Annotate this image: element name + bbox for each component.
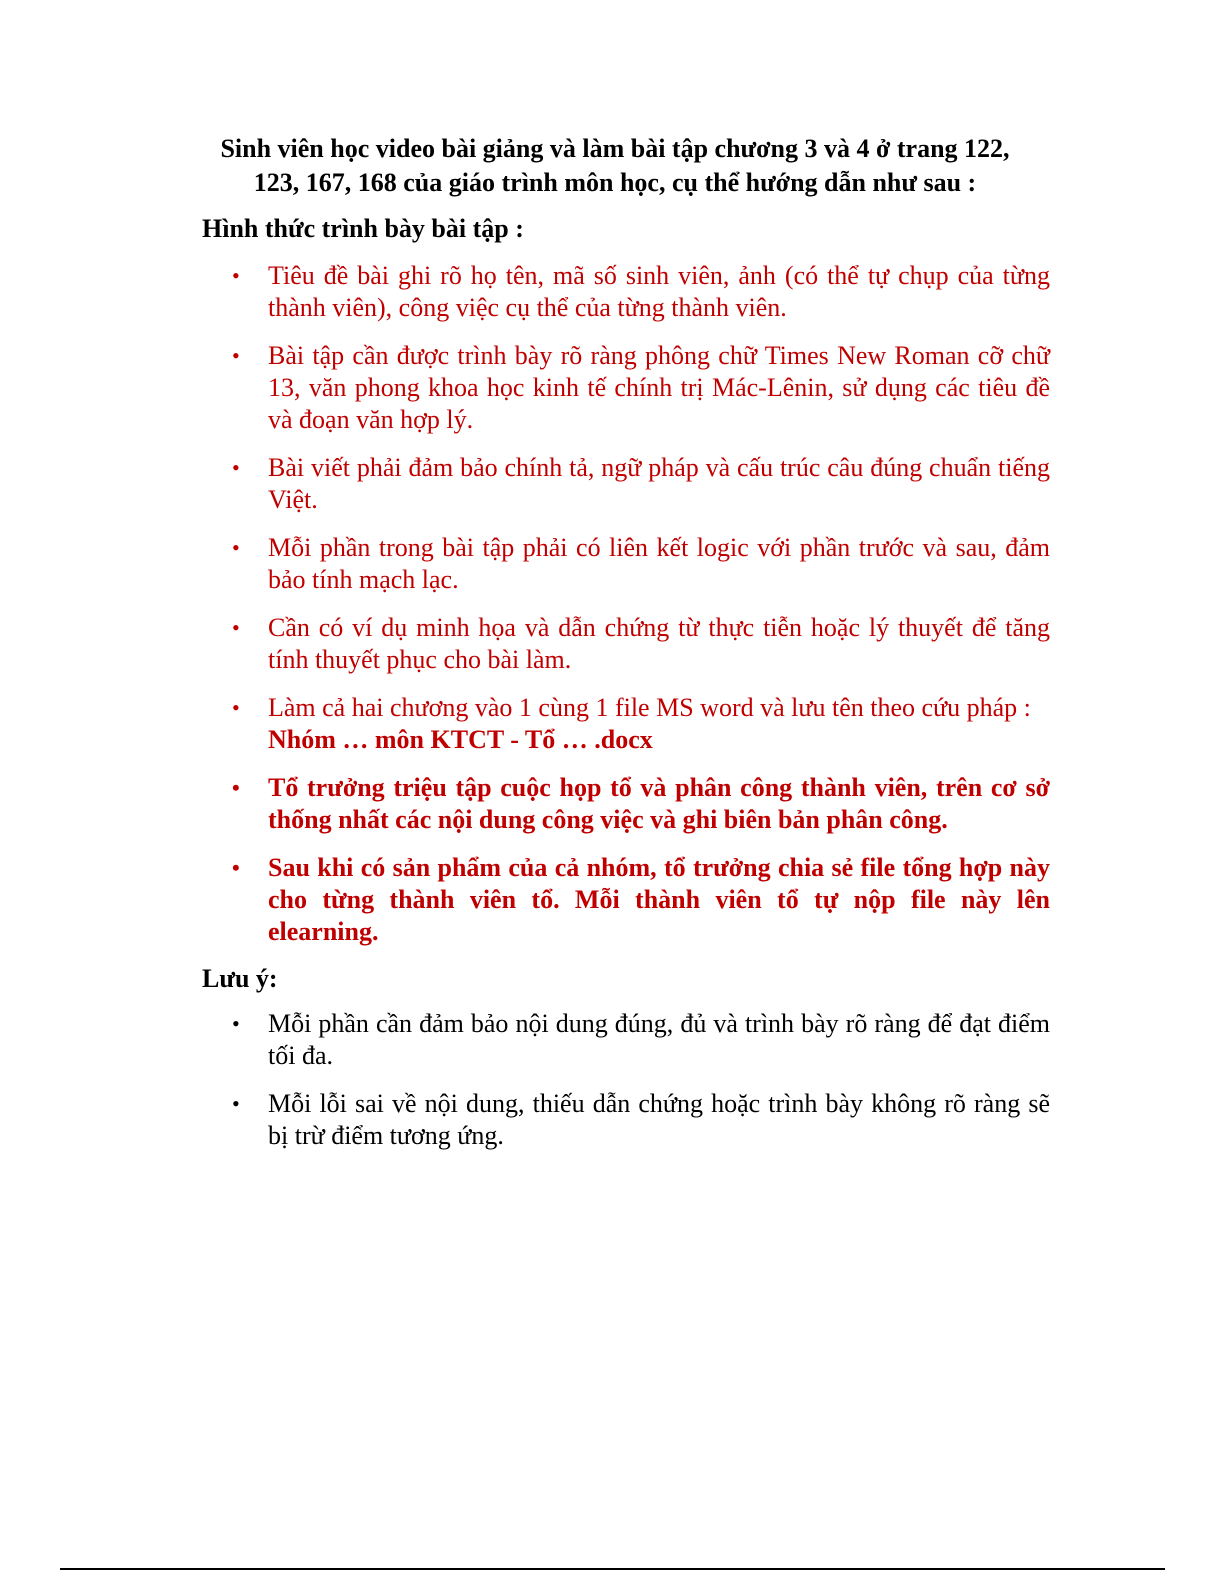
list-item — [232, 260, 1050, 324]
list-item — [232, 772, 1050, 836]
bullet-icon: • — [232, 263, 240, 288]
page-bottom-rule — [60, 1568, 1165, 1570]
list-item-text: Tiêu đề bài ghi rõ họ tên, mã số sinh viên, ảnh (có thể tự chụp của từng thành viên), công việc cụ thể của từng thành viên. — [268, 261, 1050, 322]
list-item-text: Tổ trưởng triệu tập cuộc họp tổ và phân công thành viên, trên cơ sở thống nhất các nội dung công việc và ghi biên bản phân công. — [268, 773, 1050, 834]
title-line-1: Sinh viên học video bài giảng và làm bài tập chương 3 và 4 ở trang 122, — [220, 134, 1010, 163]
bullet-icon: • — [232, 535, 240, 560]
notes-list — [232, 1008, 1050, 1152]
list-item — [232, 1088, 1050, 1152]
section-heading-format: Hình thức trình bày bài tập : — [202, 214, 524, 243]
list-item-text: Mỗi phần cần đảm bảo nội dung đúng, đủ và trình bày rõ ràng để đạt điểm tối đa. — [268, 1009, 1050, 1070]
list-item-text: Bài tập cần được trình bày rõ ràng phông chữ Times New Roman cỡ chữ 13, văn phong khoa học kinh tế chính trị Mác-Lênin, sử dụng các tiêu đề và đoạn văn hợp lý. — [268, 341, 1050, 434]
bullet-icon: • — [232, 615, 240, 640]
list-item-text: Mỗi phần trong bài tập phải có liên kết logic với phần trước và sau, đảm bảo tính mạch lạc. — [268, 533, 1050, 594]
list-item — [232, 852, 1050, 948]
bullet-icon: • — [232, 695, 240, 720]
bullet-icon: • — [232, 1011, 240, 1036]
list-item — [232, 340, 1050, 436]
bullet-icon: • — [232, 1091, 240, 1116]
bullet-icon: • — [232, 775, 240, 800]
list-item-text: Sau khi có sản phẩm của cả nhóm, tổ trưởng chia sẻ file tổng hợp này cho từng thành viên tổ. Mỗi thành viên tổ tự nộp file này lên elearning. — [268, 853, 1050, 946]
list-item-text: Cần có ví dụ minh họa và dẫn chứng từ thực tiễn hoặc lý thuyết để tăng tính thuyết phục cho bài làm. — [268, 613, 1050, 674]
list-item-text: Bài viết phải đảm bảo chính tả, ngữ pháp và cấu trúc câu đúng chuẩn tiếng Việt. — [268, 453, 1050, 514]
list-item — [232, 612, 1050, 676]
title-line-2: 123, 167, 168 của giáo trình môn học, cụ thể hướng dẫn như sau : — [253, 168, 977, 197]
list-item — [232, 692, 1050, 756]
bullet-icon: • — [232, 343, 240, 368]
document-title — [150, 132, 1080, 200]
file-name-syntax: Nhóm … môn KTCT - Tổ … .docx — [268, 725, 653, 754]
list-item — [232, 532, 1050, 596]
list-item-text: Mỗi lỗi sai về nội dung, thiếu dẫn chứng hoặc trình bày không rõ ràng sẽ bị trừ điểm tương ứng. — [268, 1089, 1050, 1150]
bullet-icon: • — [232, 855, 240, 880]
section-heading-note: Lưu ý: — [202, 964, 278, 993]
list-item — [232, 1008, 1050, 1072]
bullet-icon: • — [232, 455, 240, 480]
list-item — [232, 452, 1050, 516]
format-requirements-list — [232, 260, 1050, 948]
list-item-text: Làm cả hai chương vào 1 cùng 1 file MS word và lưu tên theo cứu pháp : — [268, 693, 1031, 722]
